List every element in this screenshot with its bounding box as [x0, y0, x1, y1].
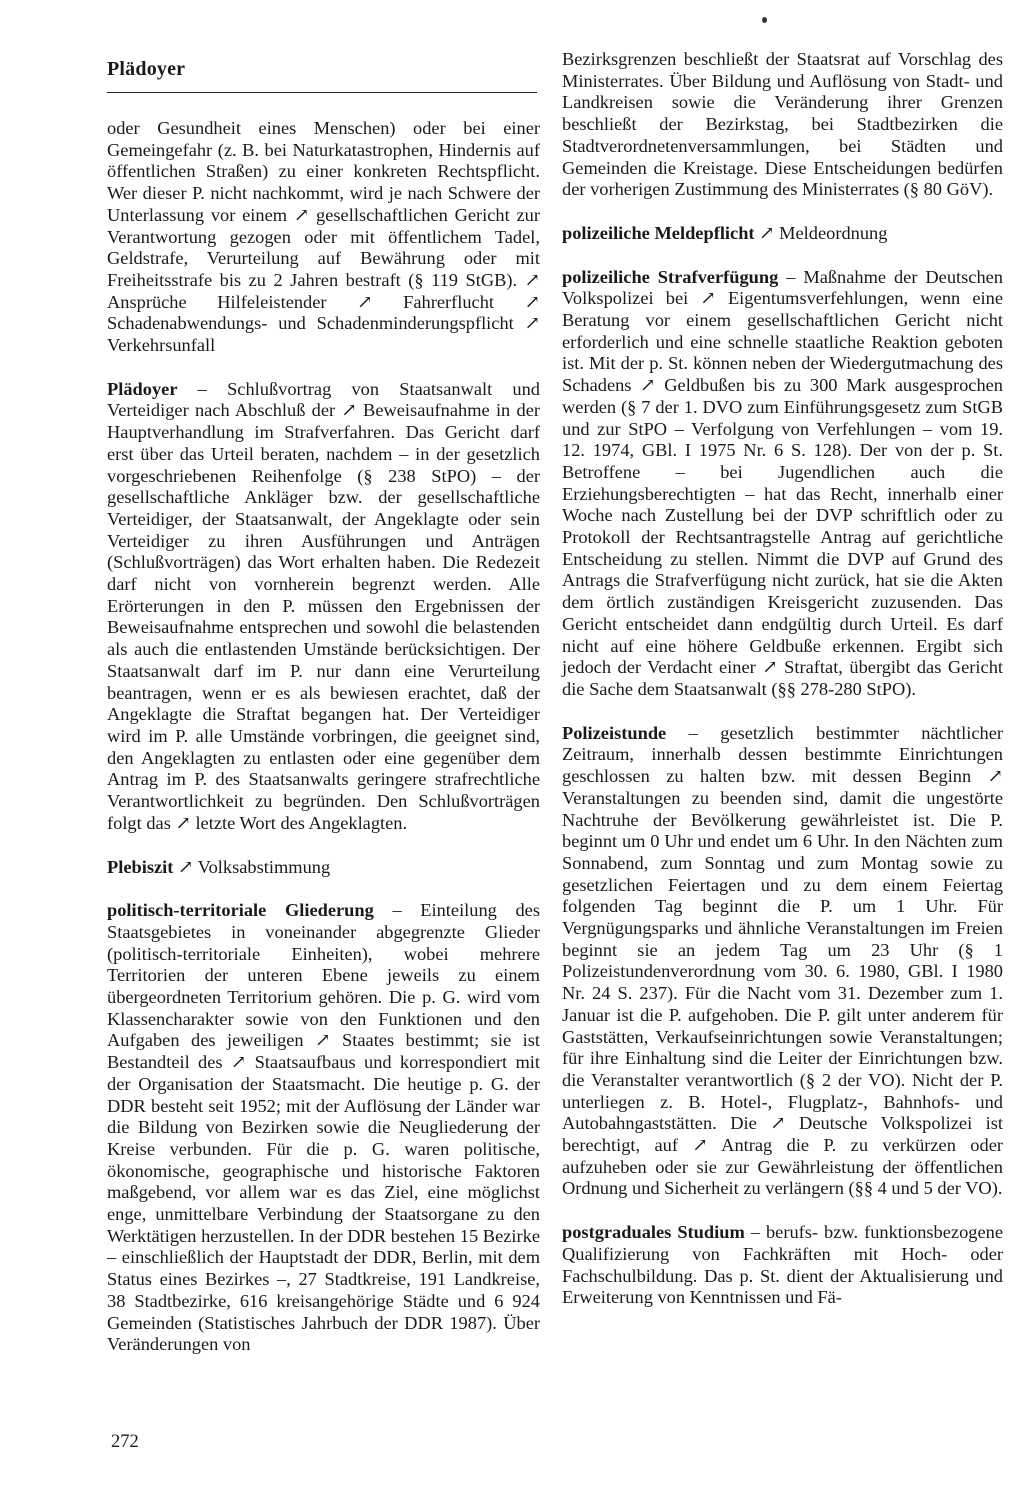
- entry-text: – Maßnahme der Deutschen Volkspolizei bei ↗ Eigentumsverfehlungen, wenn eine Beratung vor einem gesellschaftlichen Gericht nicht erforderlich und eine schnelle staatliche Reaktion geboten ist. Mit der p. St. können neben der Wiedergutmachung des Schadens ↗ Geldbußen bis zu 300 Mark ausgesprochen werden (§ 7 der 1. DVO zum Einführungsgesetz zum StGB und zur StPO – Verfolgung von Verfehlungen – vom 19. 12. 1974, GBl. I 1975 Nr. 6 S. 128). Der von der p. St. Betroffene – bei Jugendlichen auch die Erziehungsberechtigten – hat das Recht, innerhalb einer Woche nach Zustellung bei der DVP schriftlich oder zu Protokoll der Rechtsantragstelle Antrag auf gerichtliche Entscheidung zu stellen. Nimmt die DVP auf Grund des Antrags die Strafverfügung nicht zurück, hat sie die Akten dem örtlich zuständigen Kreisgericht zuzusenden. Das Gericht entscheidet dann endgültig durch Urteil. Es darf nicht auf eine höhere Geldbuße erkennen. Ergibt sich jedoch der Verdacht einer ↗ Straftat, übergibt das Gericht die Sache dem Staatsanwalt (§§ 278-280 StPO).: [562, 266, 1003, 699]
- header-rule: [107, 92, 537, 93]
- running-head: Plädoyer: [107, 58, 186, 80]
- entry-text: ↗ Volksabstimmung: [173, 856, 331, 877]
- continuation-text: Bezirksgrenzen beschließt der Staatsrat auf Vorschlag des Ministerrates. Über Bildung und Auflösung von Stadt- und Landkreisen sowie die Veränderung ihrer Grenzen beschließt der Bezirkstag, bei Stadtbezirken die Stadtverordnetenversammlungen, bei Städten und Gemeinden die Kreistage. Diese Entscheidungen bedürfen der vorherigen Zustimmung des Ministerrates (§ 80 GöV).: [562, 49, 1003, 200]
- entry-term: polizeiliche Meldepflicht: [562, 222, 755, 243]
- entry-term: politisch-territoriale Gliederung: [107, 900, 374, 921]
- continuation-text: oder Gesundheit eines Menschen) oder bei einer Gemeingefahr (z. B. bei Naturkatastrophen, Hindernis auf öffentlichen Straßen) zu einer konkreten Rechtspflicht. Wer dieser P. nicht nachkommt, wird je nach Schwere der Unterlassung vor einem ↗ gesellschaftlichen Gericht zur Verantwortung gezogen oder mit öffentlichem Tadel, Geldstrafe, Verurteilung auf Bewährung oder mit Freiheitsstrafe bis zu 2 Jahren bestraft (§ 119 StGB). ↗ Ansprüche Hilfeleistender ↗ Fahrerflucht ↗ Schadenabwendungs- und Schadenminderungspflicht ↗ Verkehrsunfall: [107, 118, 540, 356]
- entry-polizeiliche-meldepflicht: [562, 223, 1003, 245]
- entry-politisch-territoriale-gliederung: [107, 900, 540, 1356]
- entry-term: polizeiliche Strafverfügung: [562, 266, 779, 287]
- entry-plebiszit: [107, 857, 540, 879]
- entry-plaedoyer: [107, 379, 540, 835]
- entry-text: – Schlußvortrag von Staatsanwalt und Verteidiger nach Abschluß der ↗ Beweisaufnahme in der Hauptverhandlung im Strafverfahren. Das Gericht darf erst über das Urteil beraten, nachdem – in der gesetzlich vorgeschriebenen Reihenfolge (§ 238 StPO) – der gesellschaftliche Ankläger bzw. der gesellschaftliche Verteidiger, der Staatsanwalt, der Angeklagte oder sein Verteidiger zu ihren Ausführungen und Anträgen (Schlußvorträgen) das Wort erhalten haben. Die Redezeit darf nicht von vornherein begrenzt werden. Alle Erörterungen in den P. müssen den Ergebnissen der Beweisaufnahme entsprechen und sowohl die belastenden als auch die entlastenden Umstände berücksichtigen. Der Staatsanwalt darf im P. nur dann eine Verurteilung beantragen, wenn er es als bewiesen erachtet, daß der Angeklagte die Straftat begangen hat. Der Verteidiger wird im P. alle Umstände vorbringen, die geeignet sind, den Angeklagten zu entlasten oder eine gegenüber dem Antrag im P. des Staatsanwalts geringere strafrechtliche Verantwortlichkeit zu begründen. Den Schlußvorträgen folgt das ↗ letzte Wort des Angeklagten.: [107, 378, 540, 833]
- entry-postgraduales-studium: [562, 1222, 1003, 1309]
- page-number: 272: [111, 1432, 139, 1452]
- print-speck: [762, 17, 767, 23]
- right-column: [562, 49, 1003, 1331]
- entry-term: postgraduales Studium: [562, 1222, 745, 1243]
- entry-text: – gesetzlich bestimmter nächtlicher Zeitraum, innerhalb dessen bestimmte Einrichtungen geschlossen zu halten bzw. mit dessen Beginn ↗ Veranstaltungen zu beenden sind, damit die ungestörte Nachtruhe der Bevölkerung gewährleistet ist. Die P. beginnt um 0 Uhr und endet um 6 Uhr. In den Nächten zum Sonnabend, zum Sonntag und zum Montag sowie zu gesetzlichen Feiertagen und zu dem einem Feiertag folgenden Tag beginnt die P. um 1 Uhr. Für Vergnügungsparks und ähnliche Veranstaltungen im Freien beginnt sie an jedem Tag um 23 Uhr (§ 1 Polizeistundenverordnung vom 30. 6. 1980, GBl. I 1980 Nr. 24 S. 237). Für die Nacht vom 31. Dezember zum 1. Januar ist die P. aufgehoben. Die P. gilt unter anderem für Gaststätten, Verkaufseinrichtungen sowie Veranstaltungen; für ihre Einhaltung sind die Leiter der Einrichtungen bzw. die Veranstalter verantwortlich (§ 2 der VO). Nicht der P. unterliegen z. B. Hotel-, Flugplatz-, Bahnhofs- und Autobahngaststätten. Die ↗ Deutsche Volkspolizei ist berechtigt, auf ↗ Antrag die P. zu verkürzen oder aufzuheben oder sie zur Gewährleistung der öffentlichen Ordnung und Sicherheit zu verlängern (§§ 4 und 5 der VO).: [562, 722, 1003, 1199]
- left-column: [107, 118, 540, 1378]
- entry-text: ↗ Meldeordnung: [754, 222, 888, 243]
- entry-term: Polizeistunde: [562, 722, 667, 743]
- entry-polizeiliche-strafverfuegung: [562, 267, 1003, 701]
- entry-term: Plebiszit: [107, 856, 174, 877]
- entry-text: – berufs- bzw. funktionsbezogene Qualifizierung von Fachkräften mit Hoch- oder Fachschulbildung. Das p. St. dient der Aktualisierung und Erweiterung von Kenntnissen und Fä-: [562, 1222, 1003, 1308]
- entry-text: – Einteilung des Staatsgebietes in voneinander abgegrenzte Glieder (politisch-territoriale Einheiten), wobei mehrere Territorien der unteren Ebene jeweils zu einem übergeordneten Territorium gehören. Die p. G. wird vom Klassencharakter sowie von den Funktionen und den Aufgaben des jeweiligen ↗ Staates bestimmt; sie ist Bestandteil des ↗ Staatsaufbaus und korrespondiert mit der Organisation der Staatsmacht. Die heutige p. G. der DDR besteht seit 1952; mit der Auflösung der Länder war die Bildung von Bezirken sowie die Neugliederung der Kreise verbunden. Für die p. G. waren politische, ökonomische, geographische und historische Faktoren maßgebend, vor allem war es das Ziel, eine möglichst enge, unmittelbare Verbindung der Staatsorgane zu den Werktätigen herzustellen. In der DDR bestehen 15 Bezirke – einschließlich der Hauptstadt der DDR, Berlin, mit dem Status eines Bezirkes –, 27 Stadtkreise, 191 Landkreise, 38 Stadtbezirke, 616 kreisangehörige Städte und 6 924 Gemeinden (Statistisches Jahrbuch der DDR 1987). Über Veränderungen von: [107, 900, 540, 1355]
- entry-term: Plädoyer: [107, 378, 178, 399]
- entry-polizeistunde: [562, 723, 1003, 1200]
